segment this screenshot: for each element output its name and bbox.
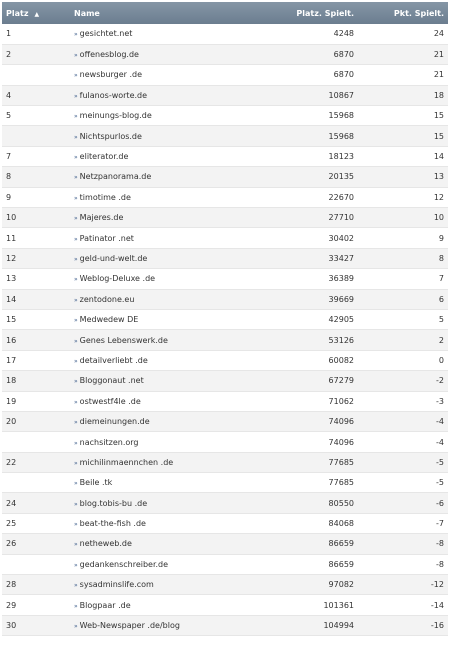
rank-cell: 12 [2, 248, 70, 268]
rank-cell: 5 [2, 106, 70, 126]
double-chevron-right-icon: » [74, 31, 78, 39]
name-cell [70, 473, 260, 493]
platz-spielt-cell: 10867 [260, 85, 358, 105]
blog-link[interactable]: ostwestf4le .de [79, 396, 141, 406]
double-chevron-right-icon: » [74, 623, 78, 631]
name-cell [70, 534, 260, 554]
pkt-spielt-cell: 6 [358, 289, 448, 309]
platz-spielt-cell: 36389 [260, 269, 358, 289]
rank-cell [2, 473, 70, 493]
table-row [2, 330, 448, 350]
double-chevron-right-icon: » [74, 439, 78, 447]
table-row [2, 350, 448, 370]
pkt-spielt-cell: 21 [358, 44, 448, 64]
table-row [2, 371, 448, 391]
header-row [2, 2, 448, 24]
double-chevron-right-icon: » [74, 174, 78, 182]
blog-link[interactable]: Web-Newspaper .de/blog [79, 621, 180, 631]
pkt-spielt-cell: 15 [358, 106, 448, 126]
name-cell [70, 554, 260, 574]
rank-cell [2, 432, 70, 452]
name-cell [70, 350, 260, 370]
table-row [2, 65, 448, 85]
double-chevron-right-icon: » [74, 500, 78, 508]
table-row [2, 452, 448, 472]
double-chevron-right-icon: » [74, 480, 78, 488]
name-cell [70, 106, 260, 126]
table-row [2, 493, 448, 513]
double-chevron-right-icon: » [74, 398, 78, 406]
pkt-spielt-cell: 18 [358, 85, 448, 105]
name-cell [70, 493, 260, 513]
rank-cell: 25 [2, 513, 70, 533]
table-row [2, 85, 448, 105]
double-chevron-right-icon: » [74, 357, 78, 365]
pkt-spielt-cell: 13 [358, 167, 448, 187]
platz-spielt-cell: 4248 [260, 24, 358, 44]
platz-spielt-cell: 60082 [260, 350, 358, 370]
rank-cell: 13 [2, 269, 70, 289]
blog-link[interactable]: gedankenschreiber.de [79, 559, 169, 569]
blog-link[interactable]: Genes Lebenswerk.de [79, 335, 168, 345]
table-row [2, 554, 448, 574]
name-cell [70, 167, 260, 187]
double-chevron-right-icon: » [74, 317, 78, 325]
pkt-spielt-cell: 7 [358, 269, 448, 289]
platz-spielt-cell: 67279 [260, 371, 358, 391]
table-row [2, 615, 448, 635]
table-row [2, 289, 448, 309]
platz-spielt-cell: 86659 [260, 534, 358, 554]
name-cell [70, 371, 260, 391]
table-row [2, 228, 448, 248]
platz-spielt-cell: 20135 [260, 167, 358, 187]
name-cell [70, 309, 260, 329]
name-cell [70, 391, 260, 411]
table-body [2, 24, 448, 636]
column-header-platz-spielt-label: Platz. Spielt. [296, 8, 354, 18]
blog-link[interactable]: fulanos-worte.de [79, 90, 148, 100]
double-chevron-right-icon: » [74, 337, 78, 345]
sort-arrow-icon[interactable]: ▲︎ [34, 10, 40, 18]
pkt-spielt-cell: -5 [358, 473, 448, 493]
rank-cell [2, 126, 70, 146]
double-chevron-right-icon: » [74, 154, 78, 162]
double-chevron-right-icon: » [74, 133, 78, 141]
name-cell [70, 432, 260, 452]
platz-spielt-cell: 101361 [260, 595, 358, 615]
pkt-spielt-cell: -2 [358, 371, 448, 391]
table-row [2, 269, 448, 289]
table-row [2, 432, 448, 452]
double-chevron-right-icon: » [74, 602, 78, 610]
platz-spielt-cell: 6870 [260, 44, 358, 64]
rank-cell: 2 [2, 44, 70, 64]
platz-spielt-cell: 15968 [260, 126, 358, 146]
table-row [2, 391, 448, 411]
rank-cell: 30 [2, 615, 70, 635]
blog-link[interactable]: eliterator.de [79, 152, 129, 162]
platz-spielt-cell: 27710 [260, 208, 358, 228]
rank-cell: 17 [2, 350, 70, 370]
table-row [2, 534, 448, 554]
table-row [2, 575, 448, 595]
rank-cell [2, 65, 70, 85]
pkt-spielt-cell: -6 [358, 493, 448, 513]
double-chevron-right-icon: » [74, 92, 78, 100]
rank-cell: 7 [2, 146, 70, 166]
double-chevron-right-icon: » [74, 521, 78, 529]
pkt-spielt-cell: -5 [358, 452, 448, 472]
pkt-spielt-cell: -12 [358, 575, 448, 595]
column-header-rank-label: Platz [6, 8, 29, 18]
platz-spielt-cell: 33427 [260, 248, 358, 268]
pkt-spielt-cell: -3 [358, 391, 448, 411]
table-row [2, 44, 448, 64]
blog-link[interactable]: Medwedew DE [79, 315, 139, 325]
pkt-spielt-cell: 24 [358, 24, 448, 44]
pkt-spielt-cell: -8 [358, 554, 448, 574]
pkt-spielt-cell: 8 [358, 248, 448, 268]
double-chevron-right-icon: » [74, 582, 78, 590]
pkt-spielt-cell: 21 [358, 65, 448, 85]
blog-link[interactable]: michilinmaennchen .de [79, 457, 174, 467]
platz-spielt-cell: 15968 [260, 106, 358, 126]
rank-cell: 8 [2, 167, 70, 187]
rank-cell: 19 [2, 391, 70, 411]
rank-cell: 29 [2, 595, 70, 615]
table-row [2, 126, 448, 146]
table-row [2, 24, 448, 44]
pkt-spielt-cell: -16 [358, 615, 448, 635]
name-cell [70, 615, 260, 635]
double-chevron-right-icon: » [74, 276, 78, 284]
table-row [2, 513, 448, 533]
rank-cell: 28 [2, 575, 70, 595]
blog-link[interactable]: beat-the-fish .de [79, 519, 146, 529]
double-chevron-right-icon: » [74, 296, 78, 304]
platz-spielt-cell: 74096 [260, 411, 358, 431]
platz-spielt-cell: 39669 [260, 289, 358, 309]
blog-link[interactable]: blog.tobis-bu .de [79, 498, 148, 508]
table-row [2, 167, 448, 187]
blog-link[interactable]: Majeres.de [79, 213, 124, 223]
pkt-spielt-cell: -4 [358, 432, 448, 452]
table-row [2, 411, 448, 431]
table-row [2, 106, 448, 126]
pkt-spielt-cell: 14 [358, 146, 448, 166]
blog-link[interactable]: meinungs-blog.de [79, 111, 152, 121]
table-header [2, 2, 448, 24]
name-cell [70, 269, 260, 289]
platz-spielt-cell: 53126 [260, 330, 358, 350]
blog-link[interactable]: newsburger .de [79, 70, 143, 80]
platz-spielt-cell: 71062 [260, 391, 358, 411]
column-header-name[interactable] [70, 2, 260, 24]
blog-link[interactable]: zentodone.eu [79, 294, 135, 304]
platz-spielt-cell: 30402 [260, 228, 358, 248]
blog-link[interactable]: Blogpaar .de [79, 600, 131, 610]
double-chevron-right-icon: » [74, 459, 78, 467]
column-header-name-label: Name [74, 8, 100, 18]
rank-cell: 16 [2, 330, 70, 350]
pkt-spielt-cell: 12 [358, 187, 448, 207]
pkt-spielt-cell: 9 [358, 228, 448, 248]
blog-link[interactable]: detailverliebt .de [79, 355, 148, 365]
double-chevron-right-icon: » [74, 194, 78, 202]
pkt-spielt-cell: -7 [358, 513, 448, 533]
name-cell [70, 452, 260, 472]
name-cell [70, 575, 260, 595]
platz-spielt-cell: 97082 [260, 575, 358, 595]
blog-link[interactable]: sysadminslife.com [79, 580, 154, 590]
rank-cell: 14 [2, 289, 70, 309]
platz-spielt-cell: 104994 [260, 615, 358, 635]
platz-spielt-cell: 77685 [260, 452, 358, 472]
table-row [2, 187, 448, 207]
rank-cell: 24 [2, 493, 70, 513]
rank-cell: 15 [2, 309, 70, 329]
name-cell [70, 513, 260, 533]
name-cell [70, 289, 260, 309]
pkt-spielt-cell: -8 [358, 534, 448, 554]
name-cell [70, 126, 260, 146]
blog-link[interactable]: gesichtet.net [79, 29, 133, 39]
platz-spielt-cell: 86659 [260, 554, 358, 574]
name-cell [70, 208, 260, 228]
name-cell [70, 187, 260, 207]
double-chevron-right-icon: » [74, 52, 78, 60]
blog-link[interactable]: Patinator .net [79, 233, 134, 243]
rank-cell: 18 [2, 371, 70, 391]
name-cell [70, 24, 260, 44]
pkt-spielt-cell: 15 [358, 126, 448, 146]
platz-spielt-cell: 6870 [260, 65, 358, 85]
column-header-platz-spielt[interactable] [260, 2, 358, 24]
rank-cell: 1 [2, 24, 70, 44]
platz-spielt-cell: 84068 [260, 513, 358, 533]
table-row [2, 595, 448, 615]
platz-spielt-cell: 22670 [260, 187, 358, 207]
table-row [2, 248, 448, 268]
rank-cell: 20 [2, 411, 70, 431]
column-header-rank[interactable] [2, 2, 70, 24]
pkt-spielt-cell: -14 [358, 595, 448, 615]
name-cell [70, 411, 260, 431]
blog-link[interactable]: geld-und-welt.de [79, 253, 148, 263]
double-chevron-right-icon: » [74, 235, 78, 243]
name-cell [70, 330, 260, 350]
double-chevron-right-icon: » [74, 561, 78, 569]
blog-link[interactable]: Netzpanorama.de [79, 172, 152, 182]
double-chevron-right-icon: » [74, 419, 78, 427]
rank-cell [2, 554, 70, 574]
ranking-table [2, 2, 448, 636]
double-chevron-right-icon: » [74, 255, 78, 263]
rank-cell: 9 [2, 187, 70, 207]
name-cell [70, 595, 260, 615]
table-row [2, 208, 448, 228]
blog-link[interactable]: diemeinungen.de [79, 417, 150, 427]
pkt-spielt-cell: -4 [358, 411, 448, 431]
rank-cell: 22 [2, 452, 70, 472]
double-chevron-right-icon: » [74, 378, 78, 386]
table-row [2, 146, 448, 166]
pkt-spielt-cell: 0 [358, 350, 448, 370]
rank-cell: 4 [2, 85, 70, 105]
blog-link[interactable]: Weblog-Deluxe .de [79, 274, 156, 284]
double-chevron-right-icon: » [74, 113, 78, 121]
blog-link[interactable]: Beile .tk [79, 478, 113, 488]
blog-link[interactable]: timotime .de [79, 192, 131, 202]
table-row [2, 309, 448, 329]
blog-link[interactable]: nachsitzen.org [79, 437, 139, 447]
ranking-table-container [2, 2, 448, 636]
blog-link[interactable]: Nichtspurlos.de [79, 131, 142, 141]
pkt-spielt-cell: 2 [358, 330, 448, 350]
blog-link[interactable]: netheweb.de [79, 539, 132, 549]
column-header-pkt-spielt-label: Pkt. Spielt. [393, 8, 444, 18]
name-cell [70, 228, 260, 248]
pkt-spielt-cell: 10 [358, 208, 448, 228]
pkt-spielt-cell: 5 [358, 309, 448, 329]
name-cell [70, 44, 260, 64]
rank-cell: 11 [2, 228, 70, 248]
blog-link[interactable]: offenesblog.de [79, 50, 139, 60]
name-cell [70, 248, 260, 268]
double-chevron-right-icon: » [74, 72, 78, 80]
name-cell [70, 146, 260, 166]
platz-spielt-cell: 80550 [260, 493, 358, 513]
name-cell [70, 85, 260, 105]
table-row [2, 473, 448, 493]
rank-cell: 26 [2, 534, 70, 554]
platz-spielt-cell: 18123 [260, 146, 358, 166]
rank-cell: 10 [2, 208, 70, 228]
platz-spielt-cell: 77685 [260, 473, 358, 493]
double-chevron-right-icon: » [74, 541, 78, 549]
name-cell [70, 65, 260, 85]
platz-spielt-cell: 42905 [260, 309, 358, 329]
column-header-pkt-spielt[interactable] [358, 2, 448, 24]
blog-link[interactable]: Bloggonaut .net [79, 376, 144, 386]
double-chevron-right-icon: » [74, 215, 78, 223]
platz-spielt-cell: 74096 [260, 432, 358, 452]
